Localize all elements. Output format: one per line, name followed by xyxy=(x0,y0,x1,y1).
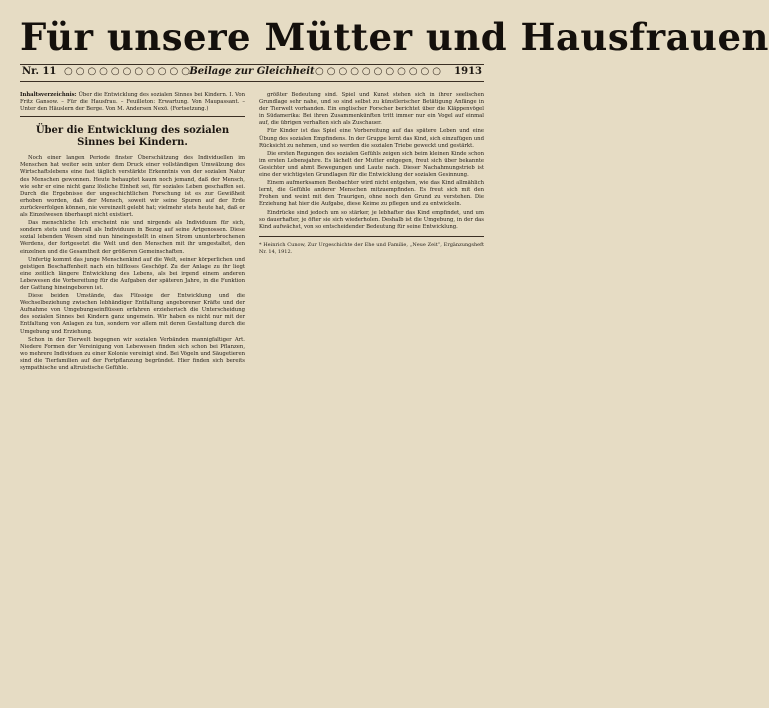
year: 1913 xyxy=(454,66,482,77)
article-headline: Über die Entwicklung des sozialen Sinnes bei Kindern. xyxy=(35,125,230,149)
article-columns xyxy=(20,92,484,373)
paragraph: Die ersten Regungen des sozialen Gefühls zeigen sich beim kleinen Kinde schon im ersten Lebensjahre. Es lächelt der Mutter entgegen, freut sich über bekannte Gesichter und ahmt Bewegungen und Laute nach. Dieser Nachahmungstrieb ist eine der wichtigsten Grundlagen für die Entwicklung der sozialen Gesinnung. xyxy=(259,150,484,179)
masthead-title: Für unsere Mütter und Hausfrauen xyxy=(20,15,769,59)
footnote-divider xyxy=(259,236,484,237)
issue-number: Nr. 11 xyxy=(22,66,57,77)
paragraph: Diese beiden Umstände, das Flüssige der Entwicklung und die Wechselbeziehung zwischen lebhändiger Entfaltung angeborener Kräfte und der Aufnahme von Umgebungseinflüssen erfahren erzieherisch die Unterscheidung des sozialen Sinnes bei Kindern ganz ungemein. Wir haben es nicht nur mit der Entfaltung von Anlagen zu tun, sondern vor allem mit deren Gestaltung durch die Umgebung und Erziehung. xyxy=(20,293,245,335)
ornament-dots-left: ○○○○○○○○○○○ xyxy=(64,66,193,77)
toc-text: Über die Entwicklung des sozialen Sinnes bei Kindern. I. Von Fritz Gansow. – Für die Hausfrau. – Feuilleton: Erwartung. Von Maupassant. – Unter den Häuslern der Berge. Von M. Andersen Nexö. (Fortsetzung.) xyxy=(20,92,246,113)
ornament-dots-right: ○○○○○○○○○○○ xyxy=(315,66,444,77)
right-column xyxy=(259,92,484,373)
paragraph: Eindrücke sind jedoch um so stärker, je lebhafter das Kind empfindet, und um so dauerhafter, je öfter sie sich wiederholen. Deshalb ist die Umgebung, in der das Kind aufwächst, von so entscheidender Bedeutung für seine Entwicklung. xyxy=(259,209,484,230)
supplement-label: Beilage zur Gleichheit xyxy=(189,66,315,77)
paragraph: Einem aufmerksamen Beobachter wird nicht entgehen, wie das Kind allmählich lernt, die Gefühle anderer Menschen mitzuempfinden. Es freut sich mit den Frohen und weint mit den Traurigen, ohne noch den Grund zu verstehen. Die Erziehung hat hier die Aufgabe, diese Keime zu pflegen und zu entwickeln. xyxy=(259,180,484,208)
paragraph: Schon in der Tierwelt begegnen wir sozialen Verbänden mannigfaltiger Art. Niedere Formen der Vereinigung von Lebewesen finden sich schon bei Pflanzen, wo mehrere Individuen zu einer Kolonie vereinigt sind. Bei Vögeln und Säugetieren sind die Tierfamilien auf der Fortpflanzung begründet. Hier finden sich bereits sympathische und altruistische Gefühle. xyxy=(20,336,245,371)
paragraph: Unfertig kommt das junge Menschenkind auf die Welt, seiner körperlichen und geistigen Beschaffenheit nach ein hilfloses Geschöpf. Zu der Anlage zu ihr liegt eine zeitlich längere Entwicklung des Lebens, als bei irgend einem anderen Lebewesen die Vorbereitung für die Aufgaben der späteren Jahre, in die Funktion der Gattung hineingeboren ist. xyxy=(20,256,245,291)
paragraph: Das menschliche Ich erscheint nie und nirgends als Individuum für sich, sondern stets und überall als Individuum in Bezug auf seine Artgenossen. Diese sozial lebenden Wesen sind nun hineingestellt in einen Strom ununterbrochenen Werdens, der fortgesetzt die Welt und den Menschen mit ihr umgestaltet, den einzelnen und die Gesamtheit der größeren Gemeinschaften. xyxy=(20,220,245,255)
paragraph: Noch einer langen Periode finster Überschätzung des Individuellen im Menschen hat weiter sein unter dem Druck einer vollständigen Umwälzung des Wirtschaftslebens eine fast täglich verstärkte Erkenntnis von der sozialen Natur des Menschen gewonnen. Heute behauptet kaum noch jemand, daß der Mensch, wie sehr er eine nicht ganz lösliche Einheit sei, für soziales Leben geschaffen sei. Durch die Ergebnisse der ungeschichtlichen Forschung ist es zur Gewißheit erhoben worden, daß der Mensch, soweit wir seine Spuren auf der Erde zurückverfolgen können, nie vereinzelt gelebt hat; vielmehr stets heute hat, daß er als Einzelwesen überhaupt nicht existiert. xyxy=(20,155,245,219)
table-of-contents xyxy=(20,92,245,117)
paragraph: Für Kinder ist das Spiel eine Vorbereitung auf das spätere Leben und eine Übung des sozialen Empfindens. In der Gruppe lernt das Kind, sich einzufügen und Rücksicht zu nehmen, und so werden die sozialen Triebe geweckt und gestärkt. xyxy=(259,128,484,149)
paragraph: größter Bedeutung sind. Spiel und Kunst stehen sich in ihrer seelischen Grundlage sehr nahe, und so sind selbst zu künstlerischer Betätigung Anfänge in der Tierwelt vorhanden. Ein englischer Forscher berichtet über die Kläppenvögel in Südamerika: Bei ihren Zusammenkünften tritt immer nur ein Vogel auf einmal auf, die übrigen verhalten sich als Zuschauer. xyxy=(259,92,484,127)
toc-label: Inhaltsverzeichnis: xyxy=(20,92,77,98)
left-column xyxy=(20,92,245,373)
footnote: * Heinrich Cunow, Zur Urgeschichte der Ehe und Familie, „Neue Zeit“, Ergänzungsheft Nr. 14, 1912. xyxy=(259,241,484,255)
masthead-bar xyxy=(20,64,484,82)
